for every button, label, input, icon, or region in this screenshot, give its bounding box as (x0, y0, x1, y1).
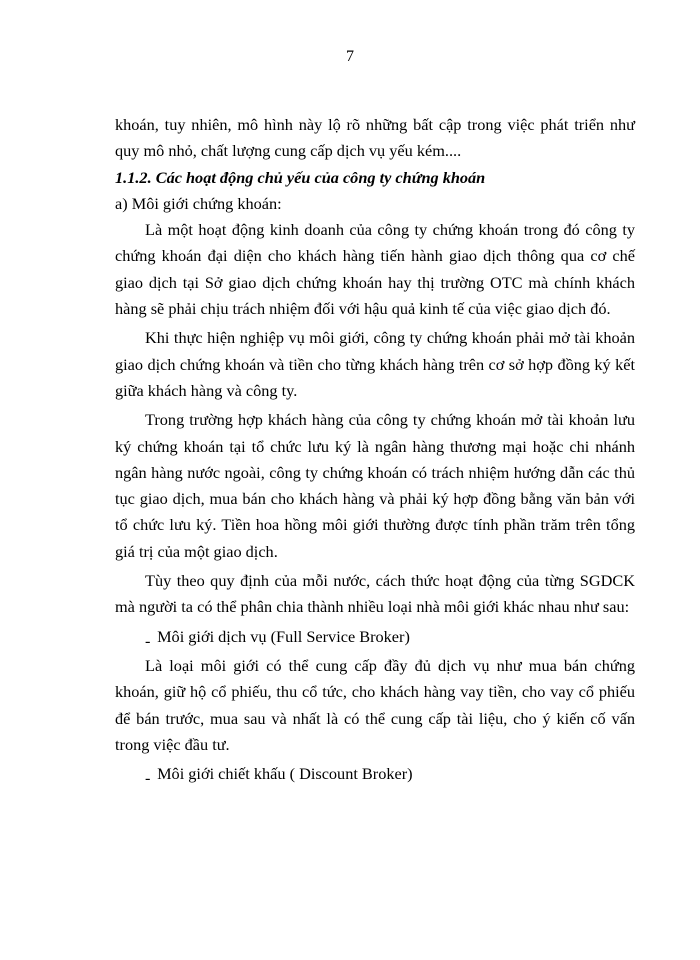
document-body (115, 112, 635, 787)
page-number: 7 (346, 48, 354, 65)
bullet-dash: - (145, 768, 151, 788)
list-item-label: Môi giới dịch vụ (Full Service Broker) (157, 626, 410, 646)
list-item-discount-broker (115, 761, 635, 787)
list-item-full-service-broker (115, 624, 635, 650)
bullet-dash: - (145, 630, 151, 650)
section-heading: 1.1.2. Các hoạt động chủ yếu của công ty chứng khoán (115, 167, 486, 187)
paragraph-full-service-description: Là loại môi giới có thể cung cấp đầy đủ dịch vụ như mua bán chứng khoán, giữ hộ cổ phiếu, thu cổ tức, cho khách hàng vay tiền, cho vay cổ phiếu để bán trước, mua sau và nhất là có thể cung cấp tài liệu, cho ý kiến cố vấn trong việc đầu tư. (115, 655, 635, 754)
paragraph-brokerage-accounts: Khi thực hiện nghiệp vụ môi giới, công ty chứng khoán phải mở tài khoản giao dịch chứng khoán và tiền cho từng khách hàng trên cơ sở hợp đồng ký kết giữa khách hàng và công ty. (115, 328, 635, 400)
subsection-label: a) Môi giới chứng khoán: (115, 193, 282, 213)
list-item-label: Môi giới chiết khấu ( Discount Broker) (157, 764, 413, 784)
paragraph-continuation: khoán, tuy nhiên, mô hình này lộ rõ những bất cập trong việc phát triển như quy mô nhỏ, chất lượng cung cấp dịch vụ yếu kém.... (115, 115, 635, 161)
paragraph-brokerage-definition: Là một hoạt động kinh doanh của công ty chứng khoán trong đó công ty chứng khoán đại diện cho khách hàng tiến hành giao dịch thông qua cơ chế giao dịch tại Sở giao dịch chứng khoán hay thị trường OTC mà chính khách hàng sẽ phải chịu trách nhiệm đối với hậu quả kinh tế của việc giao dịch đó. (115, 220, 635, 319)
paragraph-custody: Trong trường hợp khách hàng của công ty chứng khoán mở tài khoản lưu ký chứng khoán tại tổ chức lưu ký là ngân hàng thương mại hoặc chi nhánh ngân hàng nước ngoài, công ty chứng khoán có trách nhiệm hướng dẫn các thủ tục giao dịch, mua bán cho khách hàng và phải ký hợp đồng bằng văn bản với tổ chức lưu ký. Tiền hoa hồng môi giới thường được tính phần trăm trên tổng giá trị của một giao dịch. (115, 410, 635, 561)
paragraph-broker-types: Tùy theo quy định của mỗi nước, cách thức hoạt động của từng SGDCK mà người ta có thể phân chia thành nhiều loại nhà môi giới khác nhau như sau: (115, 571, 635, 617)
